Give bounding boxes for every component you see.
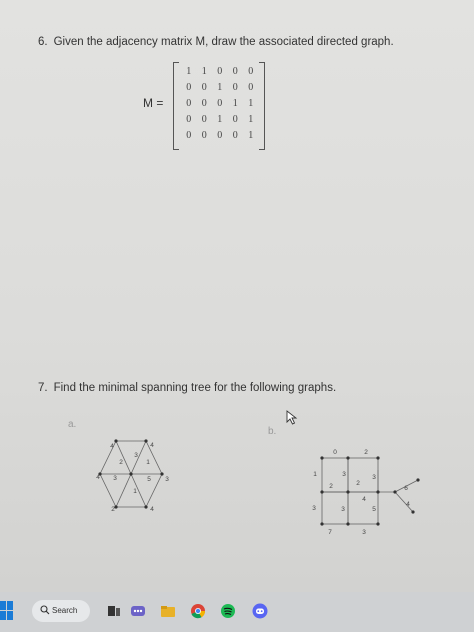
question-6 <box>38 36 400 48</box>
graph-b <box>300 443 430 539</box>
graph-a-vertex <box>144 505 147 508</box>
graph-a-weight: 4 <box>150 506 154 513</box>
matrix-cell: 1 <box>248 130 254 141</box>
question-7-number: 7. <box>38 382 48 394</box>
graph-b-vertex <box>411 510 414 513</box>
matrix-cell: 1 <box>217 82 223 93</box>
graph-b-edge <box>395 492 413 512</box>
matrix-cell: 0 <box>201 82 207 93</box>
matrix-cell: 0 <box>217 98 223 109</box>
question-6-text: Given the adjacency matrix M, draw the associated directed graph. <box>53 36 394 48</box>
graph-b-weight: 2 <box>364 449 368 456</box>
matrix-cell: 0 <box>186 130 192 141</box>
graph-b-vertex <box>320 490 323 493</box>
graph-b-weight: 2 <box>356 480 360 487</box>
graph-a-vertex <box>144 439 147 442</box>
graph-b-vertex <box>376 490 379 493</box>
graph-a-vertex <box>114 505 117 508</box>
question-6-number: 6. <box>38 36 48 48</box>
chrome-icon[interactable] <box>190 603 206 619</box>
graph-a-weight: 4 <box>96 474 100 481</box>
graph-a-weight: 2 <box>111 506 115 513</box>
graph-b-weight: 4 <box>406 501 410 508</box>
teams-chat-icon[interactable] <box>130 603 146 619</box>
discord-icon[interactable] <box>252 603 268 619</box>
matrix-cell: 0 <box>232 82 238 93</box>
search-input[interactable] <box>32 600 90 622</box>
question-7-text: Find the minimal spanning tree for the following graphs. <box>53 382 337 394</box>
matrix-cell: 1 <box>201 66 207 77</box>
matrix-label: M = <box>143 96 164 110</box>
graph-b-weight: 7 <box>328 529 332 536</box>
graph-b-vertex <box>393 490 396 493</box>
matrix-cell: 0 <box>201 114 207 125</box>
graph-a-vertex <box>160 472 163 475</box>
graph-b-vertex <box>416 478 419 481</box>
graph-a-weight: 3 <box>165 476 169 483</box>
matrix-cell: 0 <box>232 130 238 141</box>
spotify-icon[interactable] <box>220 603 236 619</box>
graph-a-weight: 5 <box>147 476 151 483</box>
matrix-cell: 0 <box>186 98 192 109</box>
graph-b-weight: 5 <box>372 506 376 513</box>
mouse-pointer-icon <box>286 410 298 426</box>
taskbar <box>0 592 474 632</box>
matrix-cell: 0 <box>186 82 192 93</box>
graph-b-weight: 0 <box>333 449 337 456</box>
graph-b-weight: 3 <box>372 474 376 481</box>
graph-b-weight: 2 <box>329 483 333 490</box>
graph-b-weight: 3 <box>342 471 346 478</box>
file-explorer-icon[interactable] <box>160 603 176 619</box>
matrix-cell: 1 <box>186 66 192 77</box>
graph-a-weight: 3 <box>113 475 117 482</box>
graph-b-vertex <box>346 490 349 493</box>
matrix-cell: 0 <box>248 66 254 77</box>
graph-a-weight: 1 <box>133 488 137 495</box>
graph-a-vertex <box>129 472 132 475</box>
graph-a-weight: 1 <box>146 459 150 466</box>
graph-a-weight: 3 <box>134 452 138 459</box>
graph-b-weight: 3 <box>362 529 366 536</box>
matrix-cell: 1 <box>248 114 254 125</box>
task-view-icon[interactable] <box>106 603 122 619</box>
matrix-cell: 1 <box>232 98 238 109</box>
matrix-cell: 1 <box>248 98 254 109</box>
matrix-cell: 0 <box>217 66 223 77</box>
question-7 <box>38 382 342 394</box>
graph-a-vertex <box>114 439 117 442</box>
graph-a-weight: 4 <box>110 443 114 450</box>
graph-b-vertex <box>376 456 379 459</box>
matrix-cell: 0 <box>232 66 238 77</box>
search-icon <box>40 605 50 615</box>
graph-b-weight: 1 <box>313 471 317 478</box>
matrix-cell: 0 <box>232 114 238 125</box>
graph-a-label: a. <box>68 419 77 430</box>
matrix-cell: 0 <box>248 82 254 93</box>
graph-b-label: b. <box>268 426 277 437</box>
matrix-cell: 0 <box>217 130 223 141</box>
graph-b-vertex <box>320 522 323 525</box>
adjacency-matrix <box>173 62 265 148</box>
matrix-grid <box>181 64 259 144</box>
matrix-cell: 0 <box>201 98 207 109</box>
graph-a-weight: 4 <box>150 442 154 449</box>
matrix-cell: 0 <box>186 114 192 125</box>
graph-b-vertex <box>376 522 379 525</box>
graph-b-vertex <box>346 456 349 459</box>
left-bracket <box>173 62 179 150</box>
graph-a-weight: 2 <box>119 459 123 466</box>
graph-b-weight: 3 <box>312 505 316 512</box>
graph-b-vertex <box>320 456 323 459</box>
matrix-cell: 1 <box>217 114 223 125</box>
graph-b-weight: 4 <box>362 496 366 503</box>
graph-b-weight: 6 <box>404 485 408 492</box>
graph-b-vertex <box>346 522 349 525</box>
right-bracket <box>259 62 265 150</box>
graph-a <box>90 436 180 516</box>
windows-start-icon[interactable] <box>0 601 14 621</box>
matrix-cell: 0 <box>201 130 207 141</box>
graph-b-weight: 3 <box>341 506 345 513</box>
search-label: Search <box>52 606 78 615</box>
